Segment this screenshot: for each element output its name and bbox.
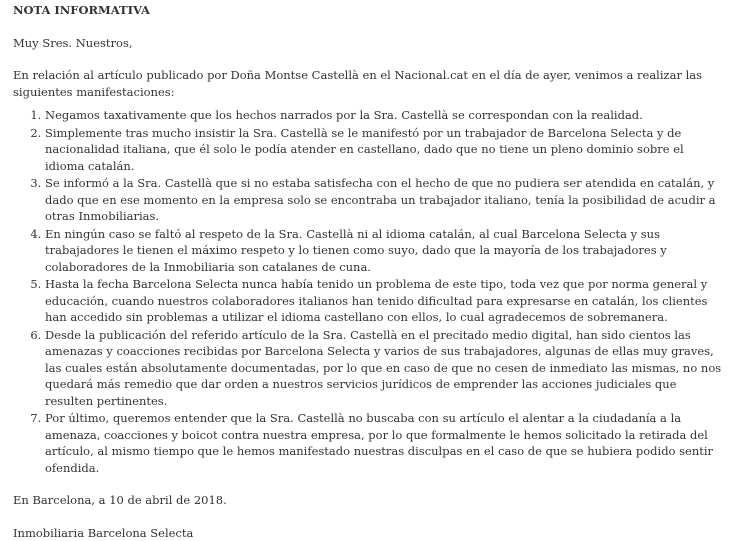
intro-paragraph: En relación al artículo publicado por Doña Montse Castellà en el Nacional.cat en el día de ayer, venimos a realizar las siguientes manifestaciones: [13,67,724,100]
list-item: 4. En ningún caso se faltó al respeto de la Sra. Castellà ni al idioma catalán, al cual Barcelona Selecta y sus trabajadores le tienen el máximo respeto y lo tienen como suyo, dado que la mayoría de los trabajadores y colaboradores de la Inmobiliaria son catalanes de cuna. [45,226,724,276]
list-item: 6. Desde la publicación del referido artículo de la Sra. Castellà en el precitado medio digital, han sido cientos las amenazas y coacciones recibidas por Barcelona Selecta y varios de sus trabajadores, algunas de ellas muy graves, las cuales están absolutamente documentadas, por lo que en caso de que no cesen de inmediato las mismas, no nos quedará más remedio que dar orden a nuestros servicios jurídicos de emprender las acciones judiciales que resulten pertinentes. [45,327,724,410]
signature: Inmobiliaria Barcelona Selecta [13,525,724,541]
list-item: 1. Negamos taxativamente que los hechos narrados por la Sra. Castellà se correspondan con la realidad. [45,107,724,124]
statement-list [13,107,724,476]
document-title: NOTA INFORMATIVA [13,2,724,19]
date-line: En Barcelona, a 10 de abril de 2018. [13,492,724,509]
list-item: 3. Se informó a la Sra. Castellà que si no estaba satisfecha con el hecho de que no pudiera ser atendida en catalán, y dado que en ese momento en la empresa solo se encontraba un trabajador italiano, tenía la posibilidad de acudir a otras Inmobiliarias. [45,175,724,225]
salutation: Muy Sres. Nuestros, [13,35,724,52]
list-item: 2. Simplemente tras mucho insistir la Sra. Castellà se le manifestó por un trabajador de Barcelona Selecta y de nacionalidad italiana, que él solo le podía atender en castellano, dado que no tiene un pleno dominio sobre el idioma catalán. [45,125,724,175]
list-item: 5. Hasta la fecha Barcelona Selecta nunca había tenido un problema de este tipo, toda vez que por norma general y educación, cuando nuestros colaboradores italianos han tenido dificultad para expresarse en catalán, los clientes han accedido sin problemas a utilizar el idioma castellano con ellos, lo cual agradecemos de sobremanera. [45,276,724,326]
list-item: 7. Por último, queremos entender que la Sra. Castellà no buscaba con su artículo el alentar a la ciudadanía a la amenaza, coacciones y boicot contra nuestra empresa, por lo que formalmente le hemos solicitado la retirada del artículo, al mismo tiempo que le hemos manifestado nuestras disculpas en el caso de que se hubiera podido sentir ofendida. [45,410,724,476]
